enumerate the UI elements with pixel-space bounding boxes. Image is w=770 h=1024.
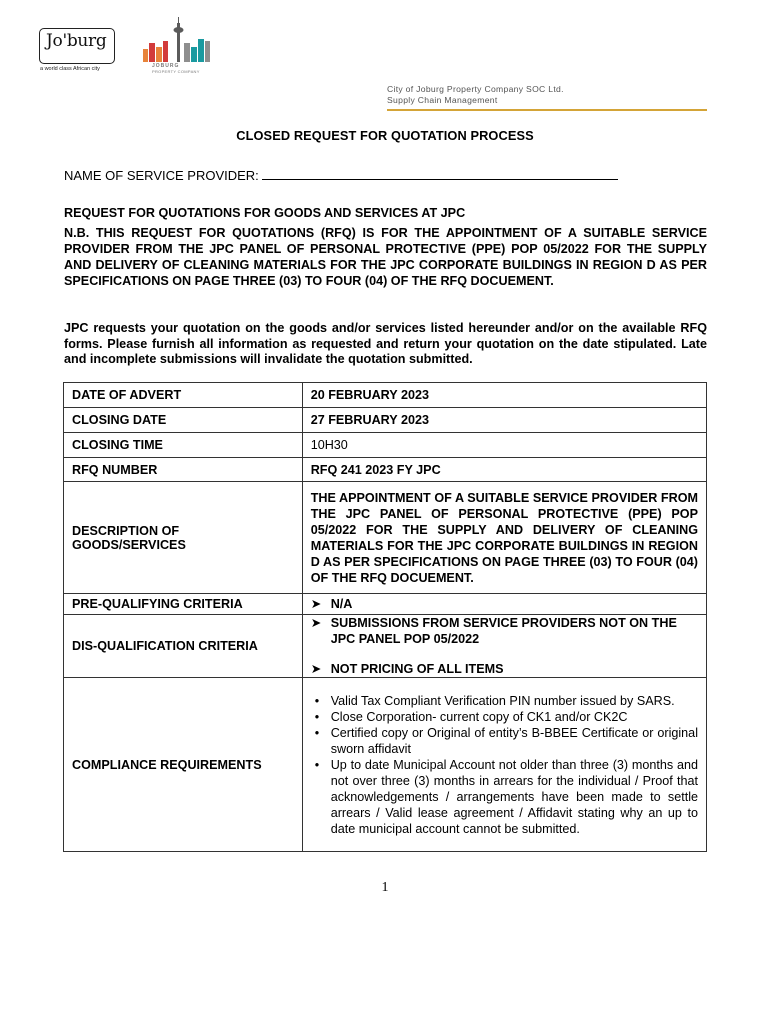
row-label: PRE-QUALIFYING CRITERIA [64,594,303,615]
jpc-tower-head [174,27,184,33]
table-row [64,678,707,852]
joburg-wordmark: Jo'burg [46,31,107,51]
row-label: DATE OF ADVERT [64,383,303,408]
list-item [311,757,698,837]
table-row [64,594,707,615]
list-item-text: NOT PRICING OF ALL ITEMS [330,662,504,676]
company-header [387,84,564,106]
list-item-text: N/A [330,597,353,611]
arrow-bullet-icon: ➤ [310,662,322,676]
jpc-bar-red [149,43,155,62]
jpc-bar-orange-2 [156,47,162,62]
service-provider-label: NAME OF SERVICE PROVIDER: [64,168,259,183]
list-item-text: SUBMISSIONS FROM SERVICE PROVIDERS NOT ON THE JPC PANEL POP 05/2022 [330,616,677,646]
service-provider-blank [262,168,618,180]
list-item [311,725,698,757]
list-item [311,615,698,647]
company-name: City of Joburg Property Company SOC Ltd. [387,84,564,94]
service-provider-field [64,168,618,183]
table-row [64,458,707,482]
table-row [64,408,707,433]
disqualification-value [302,615,706,678]
jpc-bar-red-2 [163,41,168,62]
jpc-bar-grey [184,43,190,62]
description-value: THE APPOINTMENT OF A SUITABLE SERVICE PROVIDER FROM THE JPC PANEL OF PERSONAL PROTECTIVE (PPE) POP 05/2022 FOR THE SUPPLY AND DELIVERY OF CLEANING MATERIALS FOR THE JPC CORPORATE BUILDINGS IN REGION D AS PER SPECIFICATIONS ON PAGE THREE (03) TO FOUR (04) OF THE RFQ DOCUEMENT. [302,482,706,594]
closing-time-value: 10H30 [302,433,706,458]
prequalifying-value [302,594,706,615]
bullet-icon: • [314,757,320,772]
list-item [311,709,698,725]
list-item [311,693,698,709]
jpc-bar-teal-2 [198,39,204,62]
jpc-bar-orange [143,49,148,62]
intro-paragraph: JPC requests your quotation on the goods and/or services listed hereunder and/or on the available RFQ forms. Please furnish all information as requested and return your quotation on the date stipulated. Late and incomplete submissions will invalidate the quotation submitted. [64,321,707,366]
rfq-details-table [63,382,707,852]
jpc-logo-text: JOBURG [152,63,180,69]
jpc-skyline-logo [140,17,212,63]
row-label: DIS-QUALIFICATION CRITERIA [64,615,303,678]
row-label: CLOSING TIME [64,433,303,458]
request-heading: REQUEST FOR QUOTATIONS FOR GOODS AND SERVICES AT JPC [64,206,466,220]
row-label: COMPLIANCE REQUIREMENTS [64,678,303,852]
list-item [311,596,698,612]
closing-date-value: 27 FEBRUARY 2023 [302,408,706,433]
prequalifying-list [311,596,698,612]
list-item-text: Up to date Municipal Account not older than three (3) months and not over three (3) months in arrears for the individual / Proof that acknowledgements / arrangements have been made to settle arrears / Valid lease agreement / Affidavit stating why an up to date municipal account cannot be submitted. [330,757,698,836]
table-row [64,433,707,458]
jpc-tower-spire [178,17,179,24]
row-label: DESCRIPTION OF GOODS/SERVICES [64,482,303,594]
list-item-text: Certified copy or Original of entity’s B-BBEE Certificate or original sworn affidavit [330,725,698,756]
company-department: Supply Chain Management [387,95,498,105]
table-row [64,482,707,594]
arrow-bullet-icon: ➤ [310,597,322,611]
table-row [64,615,707,678]
table-row [64,383,707,408]
jpc-bar-teal [191,47,197,62]
compliance-value [302,678,706,852]
header-divider [387,109,707,111]
nb-paragraph: N.B. THIS REQUEST FOR QUOTATIONS (RFQ) IS FOR THE APPOINTMENT OF A SUITABLE SERVICE PROVIDER FROM THE JPC PANEL OF PERSONAL PROTECTIVE (PPE) POP 05/2022 FOR THE SUPPLY AND DELIVERY OF CLEANING MATERIALS FOR THE JPC CORPORATE BUILDINGS IN REGION D AS PER SPECIFICATIONS ON PAGE THREE (03) TO FOUR (04) OF THE RFQ DOCUEMENT. [64,226,707,288]
jpc-bar-grey-2 [205,41,210,62]
rfq-number-value: RFQ 241 2023 FY JPC [302,458,706,482]
jpc-logo-subtext: PROPERTY COMPANY [152,68,200,74]
list-item [311,661,698,677]
advert-date-value: 20 FEBRUARY 2023 [302,383,706,408]
page-number: 1 [381,880,389,895]
bullet-icon: • [314,709,320,724]
bullet-icon: • [314,693,320,708]
list-item-text: Close Corporation- current copy of CK1 and/or CK2C [330,709,628,724]
arrow-bullet-icon: ➤ [310,616,322,630]
row-label: CLOSING DATE [64,408,303,433]
row-label: RFQ NUMBER [64,458,303,482]
joburg-tagline: a world class African city [40,66,100,72]
compliance-list [311,693,698,837]
bullet-icon: • [314,725,320,740]
document-title: CLOSED REQUEST FOR QUOTATION PROCESS [236,128,534,143]
list-item-text: Valid Tax Compliant Verification PIN number issued by SARS. [330,693,675,708]
disqualification-list [311,615,698,677]
